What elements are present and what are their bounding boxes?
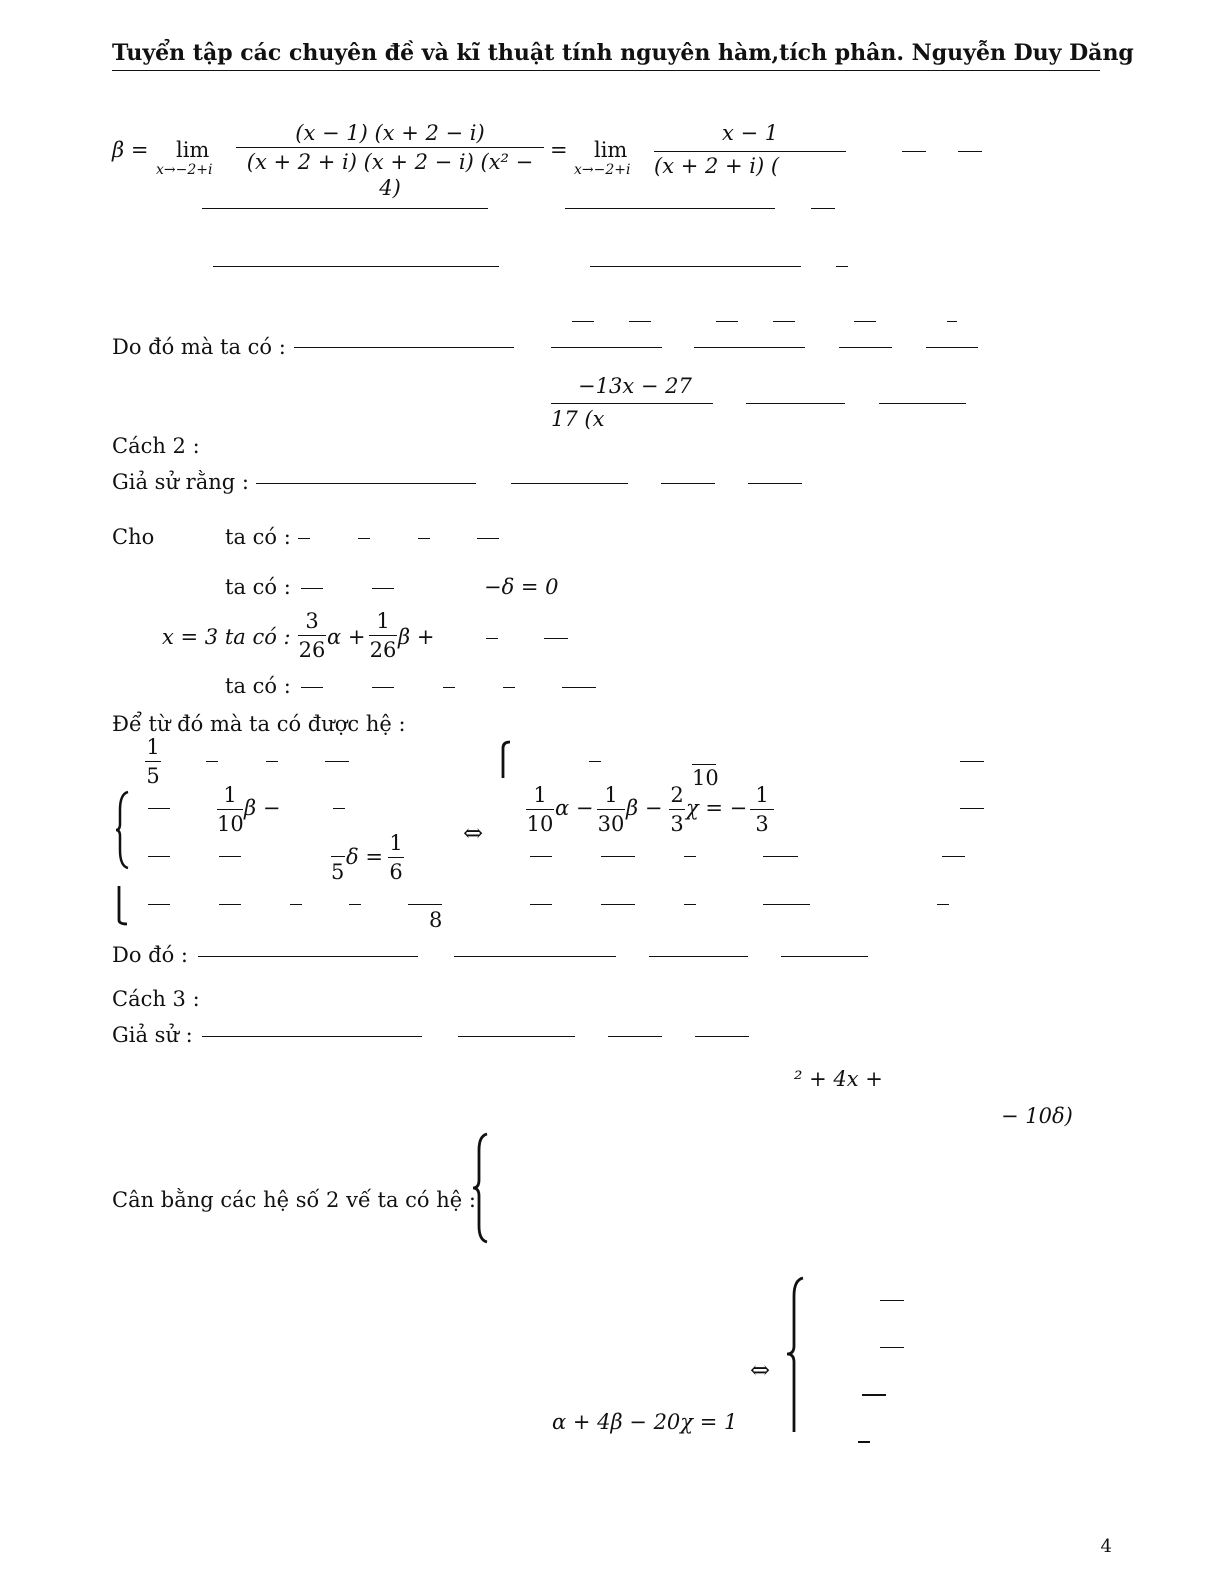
denominator: 3 [755, 812, 769, 836]
fraction-bar [597, 809, 625, 810]
lim-2: lim [594, 138, 628, 162]
dash [503, 687, 515, 688]
dash [301, 588, 323, 589]
fraction-bar [781, 956, 868, 957]
fraction-1-over-3 [750, 782, 774, 837]
dash [148, 856, 170, 857]
denominator: 5 [146, 764, 160, 788]
denominator: 26 [298, 638, 326, 662]
denominator: 26 [369, 638, 397, 662]
fraction-bar [202, 208, 488, 209]
dash [298, 538, 310, 539]
equivalence-sign-2: ⇔ [750, 1356, 771, 1384]
result-fraction-denominator: 17 (x [551, 407, 605, 431]
dash [372, 687, 394, 688]
fraction-bar [748, 483, 802, 484]
dash [486, 638, 498, 639]
dash [716, 321, 738, 322]
fraction-1-over-10-b [526, 782, 554, 837]
numerator: 1 [604, 783, 618, 807]
dash [773, 321, 795, 322]
fraction-bar [256, 483, 476, 484]
dash [589, 761, 601, 762]
numerator: 1 [389, 831, 403, 855]
result-fraction-numerator: −13x − 27 [578, 374, 692, 398]
page-number: 4 [1100, 1536, 1112, 1557]
equals-sign: = [550, 138, 568, 162]
numerator: 1 [146, 735, 160, 759]
do-do-label: Do đó : [112, 943, 188, 967]
fraction-bar [198, 956, 418, 957]
de-tu-do-label: Để từ đó mà ta có được hệ : [112, 712, 406, 736]
lim-1-subscript: x→−2+i [156, 162, 213, 178]
fraction-1-over-26 [369, 608, 397, 663]
delta-equals: δ = [346, 845, 383, 869]
dash [530, 904, 552, 905]
x-equals-3-ta-co: x = 3 ta có : [162, 625, 291, 649]
fraction-bar [408, 904, 442, 905]
lim-2-subscript: x→−2+i [574, 162, 631, 178]
row4-denominator: 8 [429, 908, 443, 932]
dash [372, 588, 394, 589]
r1-denominator: 10 [692, 766, 719, 790]
dash [219, 904, 241, 905]
fraction-bar [649, 956, 748, 957]
dash [443, 687, 455, 688]
ta-co-1: ta có : [225, 525, 291, 549]
chi-equals-minus: χ = − [686, 796, 748, 820]
denominator: 10 [217, 812, 244, 836]
dash [942, 856, 965, 857]
dash [937, 904, 949, 905]
cho-label: Cho [112, 525, 155, 549]
denominator: 10 [526, 812, 554, 836]
overline [692, 764, 716, 765]
fraction-bar [565, 208, 775, 209]
expansion-fragment-1: ² + 4x + [794, 1067, 883, 1091]
dash [960, 808, 984, 809]
fraction-bar [750, 809, 774, 810]
row3-denominator: 5 [331, 860, 345, 884]
fraction-bar [213, 266, 499, 267]
fraction-bar [458, 1036, 575, 1037]
cach-3-gia-su: Giả sử : [112, 1023, 193, 1047]
cach-2-gia-su: Giả sử rằng : [112, 470, 249, 494]
dash [325, 761, 349, 762]
dash [880, 1300, 904, 1301]
fraction-bar [202, 1036, 422, 1037]
dash [862, 1394, 886, 1396]
beta-plus: β + [398, 625, 435, 649]
fraction-1-over-5 [145, 734, 161, 789]
dash [290, 904, 302, 905]
dash [333, 808, 345, 809]
fraction-bar [839, 347, 892, 348]
beta-fraction-2-numerator: x − 1 [722, 121, 779, 145]
equivalence-sign: ⇔ [463, 819, 484, 847]
fraction-1-over-30 [597, 782, 625, 837]
dash [572, 321, 594, 322]
beta-lhs: β = [112, 138, 149, 162]
dash [530, 856, 552, 857]
left-brace-right-top-icon [500, 740, 512, 780]
dash [418, 538, 430, 539]
left-brace-bottom-icon [116, 884, 128, 926]
numerator: 1 [223, 783, 237, 807]
beta-fraction-1-numerator: (x − 1) (x + 2 − i) [295, 121, 485, 145]
denominator: 6 [389, 860, 403, 884]
fraction-1-over-6 [388, 830, 404, 885]
dash [562, 687, 596, 688]
dash [854, 321, 876, 322]
can-bang-label: Cân bằng các hệ số 2 vế ta có hệ : [112, 1188, 476, 1212]
do-do-ma-ta-co-label: Do đó mà ta có : [112, 335, 286, 359]
fraction-bar [236, 147, 544, 148]
final-equation: α + 4β − 20χ = 1 [552, 1410, 738, 1434]
denominator: 3 [670, 812, 684, 836]
cach-3-heading: Cách 3 : [112, 987, 200, 1011]
fraction-1-over-10 [217, 782, 243, 837]
dash [544, 638, 568, 639]
dash [958, 151, 982, 152]
beta-fraction-2-denominator: (x + 2 + i) ( [654, 154, 780, 178]
left-brace-system-3-icon [470, 1132, 490, 1244]
left-brace-top-icon [114, 790, 130, 870]
beta-minus: β − [244, 796, 281, 820]
dash [266, 761, 278, 762]
fraction-3-over-26 [298, 608, 326, 663]
fraction-bar [694, 347, 805, 348]
fraction-bar [217, 809, 243, 810]
delta-zero: −δ = 0 [484, 575, 559, 599]
dash [960, 761, 984, 762]
fraction-bar [669, 809, 685, 810]
dash [148, 808, 170, 809]
alpha-minus: α − [555, 796, 594, 820]
fraction-bar [926, 347, 978, 348]
fraction-bar [511, 483, 628, 484]
dash [301, 687, 323, 688]
fraction-bar [608, 1036, 662, 1037]
dash [763, 904, 810, 905]
dash [684, 856, 696, 857]
dash [902, 151, 926, 152]
ta-co-4: ta có : [225, 674, 291, 698]
fraction-bar [298, 635, 326, 636]
denominator: 30 [597, 812, 625, 836]
ta-co-2: ta có : [225, 575, 291, 599]
fraction-bar [294, 347, 514, 348]
numerator: 2 [670, 783, 684, 807]
beta-fraction-1 [236, 120, 544, 201]
dash [763, 856, 798, 857]
dash [219, 856, 241, 857]
fraction-bar [695, 1036, 749, 1037]
dash [947, 321, 957, 322]
dash [206, 761, 218, 762]
beta-minus-2: β − [626, 796, 663, 820]
fraction-bar [369, 635, 397, 636]
result-fraction-bar [551, 403, 713, 404]
fraction-bar [388, 857, 404, 858]
dash [880, 1347, 904, 1348]
lim-1: lim [176, 138, 210, 162]
dash [148, 904, 170, 905]
numerator: 1 [533, 783, 547, 807]
fraction-2-over-3 [669, 782, 685, 837]
fraction-bar [661, 483, 715, 484]
dash [858, 1441, 870, 1443]
dash [601, 904, 635, 905]
numerator: 1 [755, 783, 769, 807]
dash [358, 538, 370, 539]
fraction-bar [526, 809, 554, 810]
alpha-plus: α + [327, 625, 366, 649]
dash [836, 266, 848, 267]
fraction-bar [879, 403, 966, 404]
fraction-bar [331, 856, 345, 857]
dash [811, 208, 835, 209]
dash [629, 321, 651, 322]
beta-fraction-1-denominator: (x + 2 + i) (x + 2 − i) (x² − 4) [246, 150, 534, 200]
fraction-bar [145, 761, 161, 762]
fraction-bar [454, 956, 616, 957]
dash [601, 856, 635, 857]
dash [477, 538, 499, 539]
numerator: 1 [376, 609, 390, 633]
numerator: 3 [305, 609, 319, 633]
dash [349, 904, 361, 905]
cach-2-heading: Cách 2 : [112, 434, 200, 458]
fraction-bar [746, 403, 845, 404]
beta-fraction-2-bar [654, 151, 846, 152]
fraction-bar [590, 266, 801, 267]
expansion-fragment-2: − 10δ) [1001, 1104, 1073, 1128]
fraction-bar [551, 347, 662, 348]
running-header: Tuyển tập các chuyên đề và kĩ thuật tính nguyên hàm,tích phân. Nguyễn Duy Dăng [112, 40, 1100, 71]
left-brace-final-system-icon [784, 1276, 806, 1434]
dash [684, 904, 696, 905]
